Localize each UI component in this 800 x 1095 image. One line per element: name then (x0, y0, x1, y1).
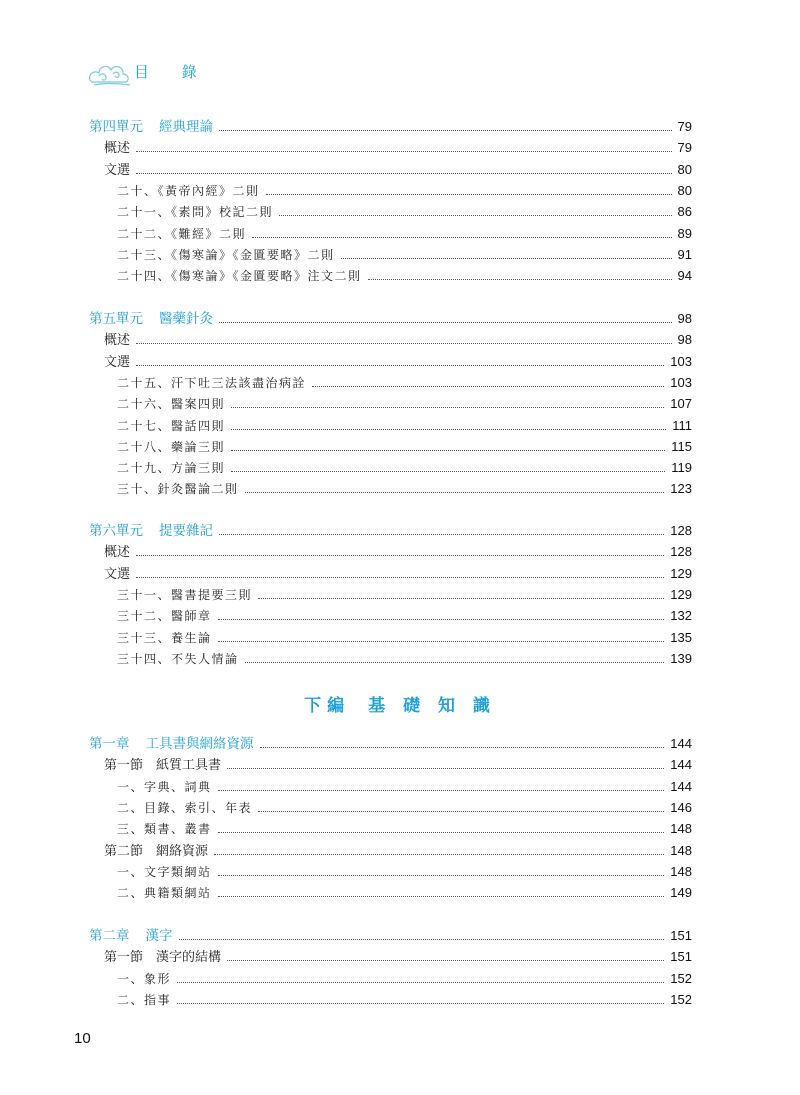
toc-page-number: 144 (670, 778, 692, 794)
toc-entry-label: 文選 (104, 354, 131, 370)
toc-page-number: 146 (670, 799, 692, 815)
dot-leader (136, 576, 664, 578)
toc-entry-label: 概述 (104, 141, 131, 157)
toc-entry-row (117, 628, 692, 648)
toc-page-number: 144 (670, 736, 692, 751)
toc-page-number: 123 (670, 481, 692, 497)
toc-entry-label: 二、目錄、索引、年表 (117, 800, 253, 815)
dot-leader (258, 810, 664, 812)
toc-entry-label: 二、指事 (117, 992, 172, 1007)
toc-page-number: 80 (677, 161, 692, 177)
toc-unit-title: 經典理論 (159, 119, 213, 135)
dot-leader (231, 470, 665, 472)
toc-page-number: 148 (670, 842, 692, 858)
dot-leader (218, 640, 665, 642)
dot-leader (341, 257, 672, 259)
toc-page-number: 79 (677, 119, 692, 134)
toc-entry-row (104, 160, 692, 180)
toc-unit-label: 第一章 (89, 736, 130, 752)
toc-entry-label: 三十三、養生論 (117, 630, 212, 645)
toc-page-number: 98 (677, 332, 692, 348)
dot-leader (312, 385, 664, 387)
toc-unit-label: 第四單元 (89, 119, 143, 135)
toc-entry-label: 一、文字類網站 (117, 864, 212, 879)
dot-leader (177, 981, 664, 983)
toc-entry-row (117, 245, 692, 265)
dot-leader (227, 959, 664, 961)
toc-unit-row (89, 521, 692, 541)
toc-page-number: 128 (670, 544, 692, 560)
dot-leader (179, 938, 665, 940)
dot-leader (368, 278, 672, 280)
toc-entry-label: 三十一、醫書提要三則 (117, 587, 253, 602)
toc-title: 目 錄 (134, 63, 211, 81)
toc-entry-row (104, 352, 692, 372)
toc-entry-label: 第一節 漢字的結構 (104, 950, 222, 966)
toc-page-number: 89 (677, 225, 692, 241)
toc-entry-row (104, 564, 692, 584)
toc-page-number: 91 (677, 246, 692, 262)
toc-entry-label: 二十六、醫案四則 (117, 397, 226, 412)
toc-unit-label: 第二章 (89, 928, 130, 944)
toc-entry-label: 二十三、《傷寒論》《金匱要略》二則 (117, 247, 335, 262)
dot-leader (266, 193, 672, 195)
toc-unit-row (89, 734, 692, 754)
toc-unit-heading (89, 521, 213, 541)
toc-unit-heading (89, 734, 254, 754)
part-title-label: 下編 (304, 696, 351, 716)
toc-entry-label: 概述 (104, 545, 131, 561)
toc-unit-heading (89, 926, 173, 946)
dot-leader (214, 853, 664, 855)
dot-leader (219, 129, 672, 131)
toc-unit-label: 第六單元 (89, 523, 143, 539)
dot-leader (218, 874, 665, 876)
toc-entry-row (104, 330, 692, 350)
toc-unit-title: 提要雜記 (159, 523, 213, 539)
toc-page-number: 98 (677, 311, 692, 326)
toc-entry-label: 二十一、《素問》校記二則 (117, 205, 274, 220)
toc-entry-row (117, 224, 692, 244)
part-title (0, 691, 800, 716)
page-number: 10 (74, 1030, 91, 1047)
toc-page-number: 129 (670, 565, 692, 581)
toc-page-number: 149 (670, 885, 692, 901)
toc-entry-row (117, 437, 692, 457)
toc-page-number: 151 (670, 949, 692, 965)
toc-page-number: 129 (670, 586, 692, 602)
toc-entry-row (117, 819, 692, 839)
toc-entry-label: 三十二、醫師章 (117, 609, 212, 624)
toc-entry-row (117, 606, 692, 626)
toc-entry-label: 三、類書、叢書 (117, 822, 212, 837)
toc-unit-row (89, 117, 692, 137)
dot-leader (136, 150, 672, 152)
dot-leader (136, 554, 664, 556)
dot-leader (136, 172, 672, 174)
toc-entry-label: 概述 (104, 333, 131, 349)
toc-entry-row (104, 947, 692, 967)
toc-page-number: 135 (670, 629, 692, 645)
toc-page-number: 139 (670, 650, 692, 666)
toc-page-number: 103 (670, 353, 692, 369)
toc-page-number: 111 (672, 417, 692, 433)
toc-entry-label: 文選 (104, 162, 131, 178)
dot-leader (136, 342, 672, 344)
toc-entry-row (104, 542, 692, 562)
toc-unit-heading (89, 309, 213, 329)
toc-entry-label: 二十二、《難經》二則 (117, 226, 247, 241)
toc-page-number: 115 (671, 438, 692, 454)
toc-unit-title: 工具書與網絡資源 (145, 736, 254, 752)
toc-entry-label: 一、字典、詞典 (117, 779, 212, 794)
dot-leader (136, 364, 664, 366)
toc-page-number: 148 (670, 821, 692, 837)
toc-page-number: 86 (677, 204, 692, 220)
part-title-name: 基 礎 知 識 (368, 696, 496, 716)
toc-entry-row (117, 181, 692, 201)
toc-entry-label: 文選 (104, 566, 131, 582)
toc-entry-label: 三十四、不失人情論 (117, 651, 239, 666)
toc-page-number: 144 (670, 757, 692, 773)
dot-leader (218, 831, 665, 833)
dot-leader (177, 1002, 664, 1004)
toc-unit-heading (89, 117, 213, 137)
toc-entry-row (117, 394, 692, 414)
toc-entry-row (117, 373, 692, 393)
dot-leader (227, 767, 664, 769)
toc-entry-label: 三十、針灸醫論二則 (117, 482, 239, 497)
toc-entry-row (117, 883, 692, 903)
toc-page-number: 151 (670, 928, 692, 943)
dot-leader (245, 491, 665, 493)
toc-entry-label: 二十七、醫話四則 (117, 418, 226, 433)
dot-leader (218, 618, 665, 620)
toc-entry-label: 二十四、《傷寒論》《金匱要略》注文二則 (117, 269, 362, 284)
dot-leader (219, 321, 672, 323)
toc-entry-row (117, 649, 692, 669)
toc-page-number: 103 (670, 374, 692, 390)
toc-page-number: 148 (670, 863, 692, 879)
toc-page-number: 94 (677, 268, 692, 284)
toc-entry-row (104, 841, 692, 861)
toc-unit-row (89, 926, 692, 946)
dot-leader (219, 533, 664, 535)
dot-leader (231, 449, 665, 451)
toc-entry-row (117, 990, 692, 1010)
toc-entry-row (117, 479, 692, 499)
toc-entry-label: 二十八、藥論三則 (117, 439, 226, 454)
toc-entry-row (117, 969, 692, 989)
toc-entry-label: 第二節 網絡資源 (104, 843, 209, 859)
toc-unit-row (89, 309, 692, 329)
toc-unit-title: 漢字 (145, 928, 173, 944)
toc-entry-label: 一、象形 (117, 971, 172, 986)
toc-entry-row (117, 266, 692, 286)
toc-entry-row (117, 458, 692, 478)
toc-page-number: 152 (670, 991, 692, 1007)
toc-page-number: 152 (670, 970, 692, 986)
dot-leader (279, 214, 672, 216)
toc-page-number: 132 (670, 608, 692, 624)
dot-leader (252, 236, 672, 238)
toc-page-number: 107 (670, 396, 692, 412)
toc-entry-row (117, 777, 692, 797)
dot-leader (260, 746, 665, 748)
dot-leader (245, 661, 665, 663)
toc-unit-title: 醫藥針灸 (159, 311, 213, 327)
toc-page-number: 128 (670, 523, 692, 538)
toc-page-number: 79 (677, 140, 692, 156)
toc-entry-row (117, 416, 692, 436)
dot-leader (231, 428, 666, 430)
toc-entry-row (117, 798, 692, 818)
toc-entry-row (104, 755, 692, 775)
toc-unit-label: 第五單元 (89, 311, 143, 327)
toc-entry-label: 二十五、汗下吐三法該盡治病詮 (117, 375, 307, 390)
toc-entry-label: 第一節 紙質工具書 (104, 758, 222, 774)
dot-leader (218, 789, 665, 791)
toc-entry-row (117, 585, 692, 605)
toc-entry-label: 二十九、方論三則 (117, 461, 226, 476)
dot-leader (218, 895, 665, 897)
toc-entry-label: 二、典籍類網站 (117, 886, 212, 901)
dot-leader (231, 406, 664, 408)
toc-page-number: 119 (671, 460, 692, 476)
toc-entry-row (104, 138, 692, 158)
toc-page-number: 80 (677, 182, 692, 198)
dot-leader (258, 597, 664, 599)
toc-entry-label: 二十、《黃帝內經》二則 (117, 183, 260, 198)
toc-entry-row (117, 202, 692, 222)
toc-entry-row (117, 862, 692, 882)
